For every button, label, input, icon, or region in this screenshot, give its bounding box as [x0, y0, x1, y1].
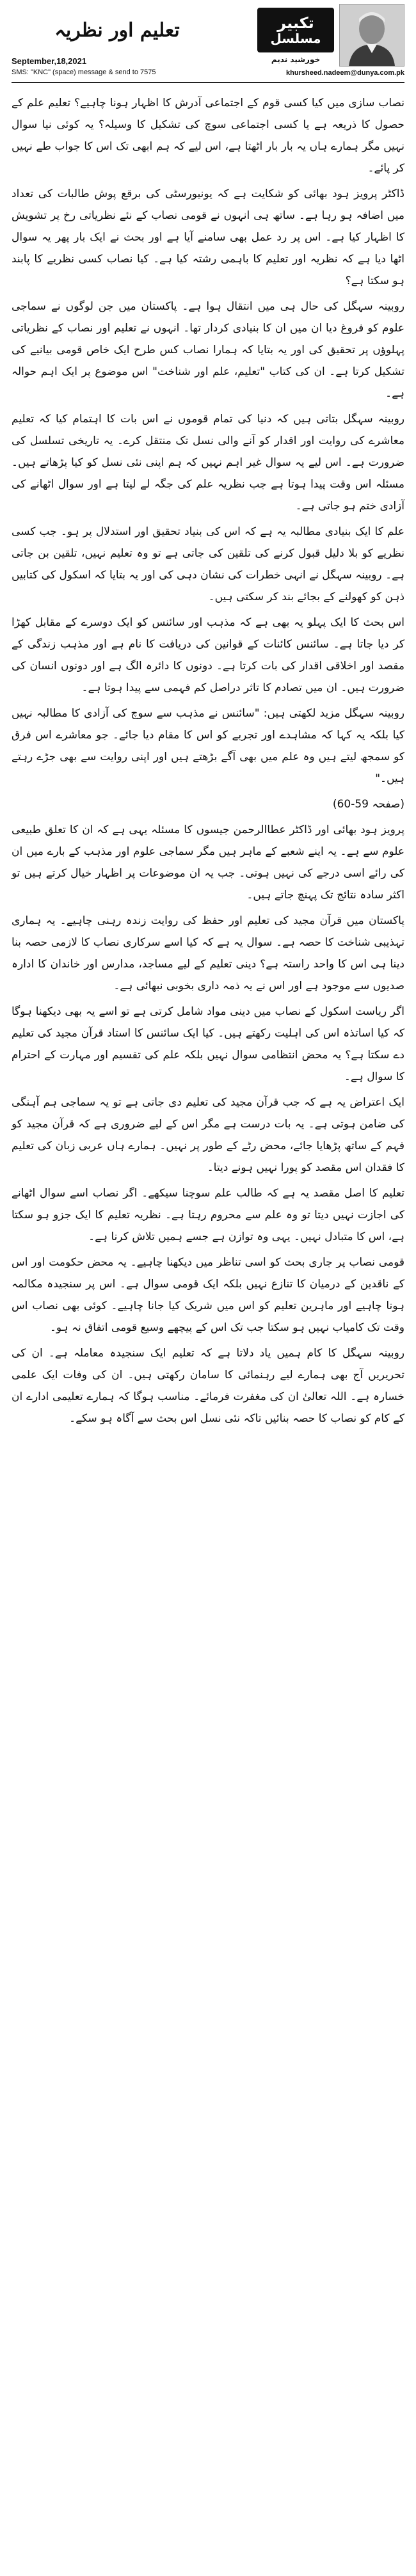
column-headline: تعلیم اور نظریہ — [54, 19, 180, 42]
paragraph: تعلیم کا اصل مقصد یہ ہے کہ طالب علم سوچنا سیکھے۔ اگر نصاب اسے سوال اٹھانے کی اجازت نہیں دیتا تو وہ علم سے محروم رہتا ہے۔ نظریہ تعلیم کا ایک جزو ہو سکتا ہے، اس کا متبادل نہیں۔ یہی وہ توازن ہے جسے ہمیں تلاش کرنا ہے۔ — [12, 1187, 404, 1243]
paragraph: پرویز ہود بھائی اور ڈاکٹر عطاالرحمن جیسوں کا مسئلہ یہی ہے کہ ان کا تعلق طبیعی علوم سے ہے۔ یہ اپنے شعبے کے ماہر ہیں مگر سماجی علوم اور مذہب کے بارے میں ان کی رائے اسی درجے کی نہیں ہوتی۔ جب یہ ان موضوعات پر اظہار خیال کرتے ہیں تو اکثر سادہ نتائج تک پہنچ جاتے ہیں۔ — [12, 823, 404, 902]
author-name: خورشید ندیم — [271, 55, 321, 64]
page-reference: (صفحہ 59-60) — [332, 798, 404, 811]
paragraph: پاکستان میں قرآن مجید کی تعلیم اور حفظ کی روایت زندہ رہنی چاہیے۔ یہ ہماری تہذیبی شناخت کا حصہ ہے۔ سوال یہ ہے کہ کیا اسے سرکاری نصاب کا لازمی حصہ بنا دینا ہی اس کا واحد راستہ ہے؟ دینی تعلیم کے لیے مساجد، مدارس اور خاندان کا ادارہ صدیوں سے موجود ہے اور اس نے یہ ذمہ داری بخوبی نبھائی ہے۔ — [12, 914, 404, 992]
paragraph: روبینہ سہگل مزید لکھتی ہیں: "سائنس نے مذہب سے سوچ کی آزادی کا مطالبہ نہیں کیا بلکہ یہ کہا کہ مشاہدے اور تجربے کو اس کا مقام دیا جائے۔ جو معاشرے اس فرق کو سمجھ لیتے ہیں وہ علم میں بھی آگے بڑھتے ہیں اور اپنی روایت سے بھی جڑے رہتے ہیں۔" — [12, 707, 404, 785]
column-logo-line2: مسلسل — [270, 31, 321, 46]
paragraph: روبینہ سہگل کا کام ہمیں یاد دلاتا ہے کہ تعلیم ایک سنجیدہ معاملہ ہے۔ ان کی تحریریں آج بھی ہمارے لیے رہنمائی کا سامان رکھتی ہیں۔ ان کی وفات ایک علمی خسارہ ہے۔ اللہ تعالیٰ ان کی مغفرت فرمائے۔ مناسب ہوگا کہ ہمارے تعلیمی ادارے ان کے کام کو نصاب کا حصہ بنائیں تاکہ نئی نسل اس بحث سے آگاہ ہو سکے۔ — [12, 1347, 404, 1425]
paragraph: ڈاکٹر پرویز ہود بھائی کو شکایت ہے کہ یونیورسٹی کی برقع پوش طالبات کی تعداد میں اضافہ ہو رہا ہے۔ ساتھ ہی انہوں نے قومی نصاب کے نئے نظریاتی رخ پر تشویش کا اظہار کیا ہے۔ اس پر رد عمل بھی سامنے آیا ہے اور بحث نے ایک بار پھر یہ سوال اٹھا دیا ہے کہ نظریہ اور تعلیم کا باہمی رشتہ کیا ہے۔ کیا نصاب کسی نظریے کا پابند ہو سکتا ہے؟ — [12, 187, 404, 287]
sms-instructions: SMS: "KNC" (space) message & send to 7575 — [12, 68, 156, 76]
author-portrait-icon — [340, 4, 404, 66]
column-body — [12, 83, 404, 1429]
paragraph: اگر ریاست اسکول کے نصاب میں دینی مواد شامل کرتی ہے تو اسے یہ بھی دیکھنا ہوگا کہ کیا اساتذہ اس کی اہلیت رکھتے ہیں۔ کیا ایک سائنس کا استاد قرآن مجید کی تعلیم دے سکتا ہے؟ یہ محض انتظامی سوال نہیں بلکہ علم کی تقسیم اور مہارت کے احترام کا سوال ہے۔ — [12, 1005, 404, 1083]
paragraph: قومی نصاب پر جاری بحث کو اسی تناظر میں دیکھنا چاہیے۔ یہ محض حکومت اور اس کے ناقدین کے درمیان کا تنازع نہیں بلکہ ایک قومی سوال ہے۔ اس پر سنجیدہ مکالمہ ہونا چاہیے اور ماہرین تعلیم کو اس میں شریک کیا جانا چاہیے۔ کوئی بھی نصاب اس وقت تک کامیاب نہیں ہو سکتا جب تک اس کے پیچھے وسیع قومی اتفاق نہ ہو۔ — [12, 1256, 404, 1334]
paragraph: روبینہ سہگل کی حال ہی میں انتقال ہوا ہے۔ پاکستان میں جن لوگوں نے سماجی علوم کو فروغ دیا ان میں ان کا بنیادی کردار تھا۔ انہوں نے تعلیم اور نصاب کے نظریاتی پہلوؤں پر تحقیق کی اور یہ بتایا کہ ہمارا نصاب کس طرح ایک خاص قومی بیانیے کی تشکیل کرتا ہے۔ ان کی کتاب "تعلیم، علم اور شناخت" اس موضوع پر ایک اہم حوالہ ہے۔ — [12, 300, 404, 400]
paragraph: اس بحث کا ایک پہلو یہ بھی ہے کہ مذہب اور سائنس کو ایک دوسرے کے مقابل کھڑا کر دیا جاتا ہے۔ سائنس کائنات کے قوانین کی دریافت کا نام ہے اور مذہب زندگی کے مقصد اور اخلاقی اقدار کی بات کرتا ہے۔ دونوں کا دائرہ الگ ہے اور دونوں انسان کی ضرورت ہیں۔ ان میں تصادم کا تاثر دراصل کم فہمی سے پیدا ہوتا ہے۔ — [12, 616, 404, 694]
column-header — [12, 0, 404, 83]
author-photo — [339, 4, 404, 67]
paragraph: ایک اعتراض یہ ہے کہ جب قرآن مجید کی تعلیم دی جاتی ہے تو یہ سماجی ہم آہنگی کی ضامن ہوتی ہے۔ یہ بات درست ہے مگر اس کے لیے ضروری ہے کہ قرآن مجید کو فہم کے ساتھ پڑھایا جائے، محض رٹے کے طور پر نہیں۔ ہمارے ہاں عربی زبان کی تعلیم کا فقدان اس مقصد کو پورا نہیں ہونے دیتا۔ — [12, 1096, 404, 1174]
column-logo-line1: تکبیر — [277, 14, 314, 32]
publish-date: September,18,2021 — [12, 56, 87, 66]
author-email[interactable]: khursheed.nadeem@dunya.com.pk — [286, 69, 404, 77]
paragraph: روبینہ سہگل بتاتی ہیں کہ دنیا کی تمام قوموں نے اس بات کا اہتمام کیا کہ تعلیم معاشرے کی روایت اور اقدار کو آنے والی نسل تک منتقل کرے۔ یہ تاریخی تسلسل کی ضرورت ہے۔ اس لیے یہ سوال غیر اہم نہیں کہ ہم اپنی نئی نسل کو کیا پڑھاتے ہیں۔ مسئلہ اس وقت پیدا ہوتا ہے جب نظریہ علم کی جگہ لے لیتا ہے اور سوال اٹھانے کی آزادی ختم ہو جاتی ہے۔ — [12, 413, 404, 513]
paragraph: علم کا ایک بنیادی مطالبہ یہ ہے کہ اس کی بنیاد تحقیق اور استدلال پر ہو۔ جب کسی نظریے کو بلا دلیل قبول کرنے کی تلقین کی جاتی ہے تو وہ تعلیم نہیں، تلقین بن جاتی ہے۔ روبینہ سہگل نے انہی خطرات کی نشان دہی کی اور یہ بتایا کہ اسکول کی کتابیں ذہن کو کھولنے کے بجائے بند کر سکتی ہیں۔ — [12, 525, 404, 603]
column-logo — [257, 8, 334, 52]
paragraph: نصاب سازی میں کیا کسی قوم کے اجتماعی آدرش کا اظہار ہونا چاہیے؟ تعلیم علم کے حصول کا ذریعہ ہے یا کسی اجتماعی سوچ کی تشکیل کا وسیلہ؟ یہ کوئی نیا سوال نہیں مگر ہمارے ہاں یہ بار بار اٹھتا ہے، اس لیے کہ ہم ابھی تک اس کا جواب طے نہیں کر پائے۔ — [12, 97, 404, 175]
